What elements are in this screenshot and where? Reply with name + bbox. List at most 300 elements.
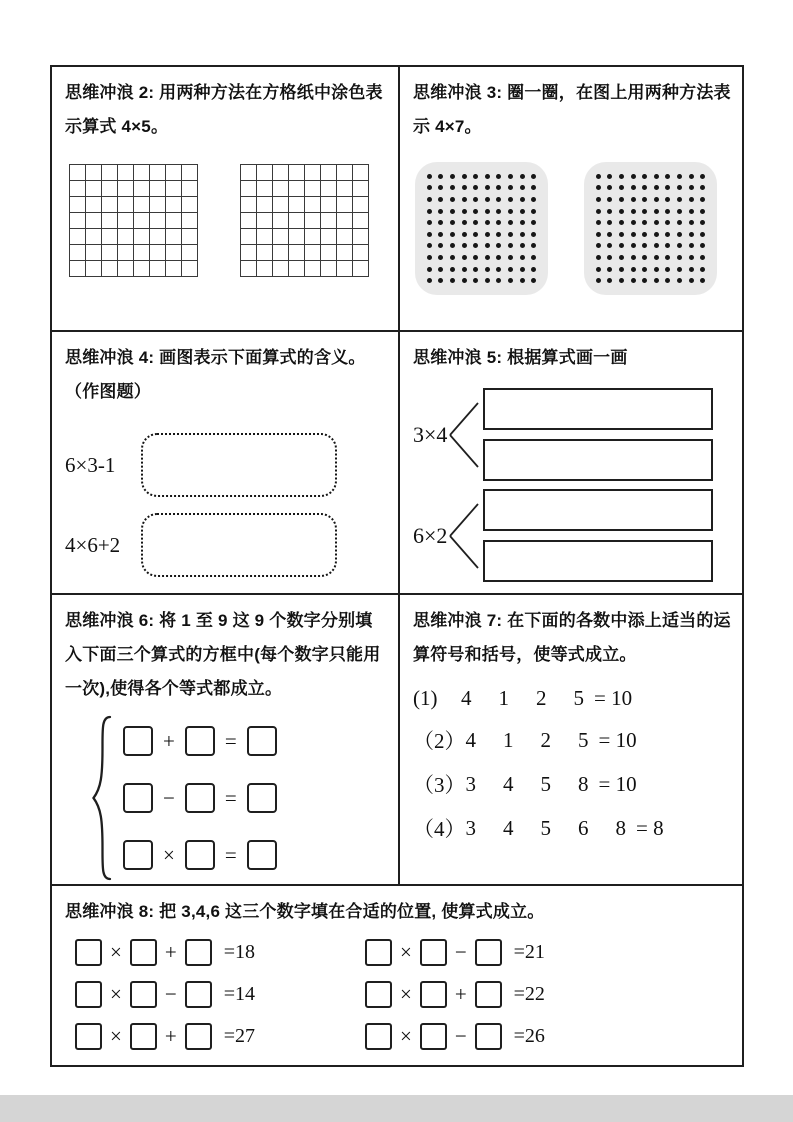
dot bbox=[654, 220, 659, 225]
dot bbox=[473, 278, 478, 283]
digit-sequence bbox=[466, 816, 627, 841]
dot bbox=[665, 243, 670, 248]
dot bbox=[520, 185, 525, 190]
answer-box[interactable] bbox=[130, 1023, 157, 1050]
grid-cell[interactable] bbox=[257, 165, 273, 181]
answer-box[interactable] bbox=[185, 840, 215, 870]
answer-box[interactable] bbox=[130, 981, 157, 1008]
grid-cell[interactable] bbox=[150, 261, 166, 277]
grid-cell[interactable] bbox=[273, 165, 289, 181]
dot bbox=[631, 243, 636, 248]
grid-cell[interactable] bbox=[134, 229, 150, 245]
dot bbox=[642, 243, 647, 248]
dot bbox=[619, 278, 624, 283]
answer-box[interactable] bbox=[365, 939, 392, 966]
dot bbox=[607, 278, 612, 283]
grid-cell[interactable] bbox=[321, 213, 337, 229]
row-label: (1) bbox=[413, 686, 438, 710]
answer-box[interactable] bbox=[475, 939, 502, 966]
drawing-rect[interactable] bbox=[483, 388, 713, 430]
grid-cell[interactable] bbox=[182, 213, 198, 229]
grid-cell[interactable] bbox=[353, 245, 369, 261]
grid-cell[interactable] bbox=[273, 181, 289, 197]
grid-cell[interactable] bbox=[321, 197, 337, 213]
dot bbox=[508, 278, 513, 283]
grid-cell[interactable] bbox=[70, 181, 86, 197]
grid-cell[interactable] bbox=[182, 245, 198, 261]
dot bbox=[689, 232, 694, 237]
dot bbox=[508, 209, 513, 214]
grid-cell[interactable] bbox=[134, 245, 150, 261]
q3-title: 思维冲浪 3: 圈一圈，在图上用两种方法表示 4×7。 bbox=[413, 83, 731, 136]
digit: 4 bbox=[503, 815, 514, 840]
answer-box[interactable] bbox=[123, 783, 153, 813]
dot bbox=[689, 197, 694, 202]
dot bbox=[654, 174, 659, 179]
grid-cell[interactable] bbox=[118, 213, 134, 229]
grid-cell[interactable] bbox=[289, 197, 305, 213]
grid-cell[interactable] bbox=[337, 261, 353, 277]
grid-cell[interactable] bbox=[102, 229, 118, 245]
operator: × bbox=[399, 940, 412, 964]
grid-cell[interactable] bbox=[102, 245, 118, 261]
grid-cell[interactable] bbox=[86, 229, 102, 245]
answer-box[interactable] bbox=[75, 939, 102, 966]
grid-cell[interactable] bbox=[353, 261, 369, 277]
grid-cell[interactable] bbox=[166, 197, 182, 213]
dot bbox=[654, 278, 659, 283]
dot bbox=[462, 220, 467, 225]
grid-cell[interactable] bbox=[289, 181, 305, 197]
cell-q7 bbox=[400, 595, 744, 886]
dot bbox=[677, 267, 682, 272]
grid-cell[interactable] bbox=[241, 197, 257, 213]
dot bbox=[654, 232, 659, 237]
grid-cell[interactable] bbox=[118, 245, 134, 261]
grid-cell[interactable] bbox=[166, 165, 182, 181]
answer-box[interactable] bbox=[75, 1023, 102, 1050]
drawing-area-box[interactable] bbox=[141, 513, 337, 577]
dot bbox=[677, 174, 682, 179]
dot bbox=[531, 220, 536, 225]
grid-cell[interactable] bbox=[257, 181, 273, 197]
dot bbox=[631, 209, 636, 214]
dot bbox=[665, 197, 670, 202]
dot bbox=[520, 174, 525, 179]
dot bbox=[485, 278, 490, 283]
grid-cell[interactable] bbox=[102, 197, 118, 213]
dot-array-board[interactable] bbox=[415, 162, 548, 295]
digit: 8 bbox=[578, 771, 589, 796]
dot bbox=[450, 185, 455, 190]
grid-cell[interactable] bbox=[102, 213, 118, 229]
q4-item-row bbox=[65, 513, 385, 577]
dot bbox=[689, 209, 694, 214]
dot bbox=[450, 220, 455, 225]
dot bbox=[596, 267, 601, 272]
q4-title: 思维冲浪 4: 画图表示下面算式的含义。（作图题） bbox=[65, 348, 366, 401]
dot bbox=[427, 209, 432, 214]
digit: 1 bbox=[498, 686, 509, 710]
dot bbox=[631, 174, 636, 179]
answer-box[interactable] bbox=[420, 981, 447, 1008]
operator: + bbox=[164, 940, 177, 964]
grid-cell[interactable] bbox=[305, 229, 321, 245]
dot bbox=[607, 243, 612, 248]
dot bbox=[438, 209, 443, 214]
grid-cell[interactable] bbox=[134, 197, 150, 213]
dot bbox=[596, 197, 601, 202]
dot bbox=[485, 197, 490, 202]
connector-lines bbox=[449, 490, 479, 582]
grid-cell[interactable] bbox=[86, 197, 102, 213]
grid-cell[interactable] bbox=[134, 261, 150, 277]
equals-sign: = bbox=[224, 728, 237, 753]
equals-sign: = bbox=[224, 842, 237, 867]
dot bbox=[520, 197, 525, 202]
digit: 5 bbox=[578, 727, 589, 752]
digit: 1 bbox=[503, 727, 514, 752]
answer-box[interactable] bbox=[185, 1023, 212, 1050]
grid-cell[interactable] bbox=[150, 197, 166, 213]
dot bbox=[450, 174, 455, 179]
dot bbox=[438, 255, 443, 260]
q2-title: 思维冲浪 2: 用两种方法在方格纸中涂色表示算式 4×5。 bbox=[65, 83, 383, 136]
digit: 4 bbox=[503, 771, 514, 796]
grid-cell[interactable] bbox=[337, 213, 353, 229]
dot bbox=[427, 185, 432, 190]
dot bbox=[642, 267, 647, 272]
grid-cell[interactable] bbox=[102, 181, 118, 197]
drawing-area-box[interactable] bbox=[141, 433, 337, 497]
grid-cell[interactable] bbox=[134, 181, 150, 197]
dot bbox=[619, 209, 624, 214]
answer-box[interactable] bbox=[123, 726, 153, 756]
dot bbox=[485, 243, 490, 248]
answer-box[interactable] bbox=[247, 726, 277, 756]
dot bbox=[596, 232, 601, 237]
dot bbox=[450, 267, 455, 272]
dot bbox=[531, 243, 536, 248]
dot bbox=[619, 267, 624, 272]
dot bbox=[485, 185, 490, 190]
grid-cell[interactable] bbox=[102, 165, 118, 181]
q5-group bbox=[413, 388, 731, 481]
row-label: （2） bbox=[413, 729, 466, 753]
dot bbox=[520, 267, 525, 272]
dot bbox=[631, 267, 636, 272]
drawing-rect[interactable] bbox=[483, 489, 713, 531]
cell-q5 bbox=[400, 332, 744, 595]
grid-cell[interactable] bbox=[241, 165, 257, 181]
grid-cell[interactable] bbox=[273, 261, 289, 277]
digit: 5 bbox=[540, 815, 551, 840]
dot bbox=[700, 255, 705, 260]
grid-cell[interactable] bbox=[241, 181, 257, 197]
grid-cell[interactable] bbox=[305, 181, 321, 197]
grid-cell[interactable] bbox=[150, 181, 166, 197]
dot bbox=[462, 267, 467, 272]
dot bbox=[520, 232, 525, 237]
answer-box[interactable] bbox=[247, 840, 277, 870]
grid-cell[interactable] bbox=[118, 181, 134, 197]
grid-cell[interactable] bbox=[289, 213, 305, 229]
dot bbox=[619, 220, 624, 225]
grid-cell[interactable] bbox=[182, 165, 198, 181]
dot bbox=[596, 174, 601, 179]
digit-sequence bbox=[466, 728, 589, 753]
q7-rows bbox=[413, 686, 731, 843]
grid-cell[interactable] bbox=[166, 213, 182, 229]
grid-cell[interactable] bbox=[182, 181, 198, 197]
grid-cell[interactable] bbox=[241, 213, 257, 229]
dot bbox=[496, 243, 501, 248]
grid-cell[interactable] bbox=[353, 165, 369, 181]
dot bbox=[508, 185, 513, 190]
grid-cell[interactable] bbox=[102, 261, 118, 277]
equation-result: =14 bbox=[223, 983, 255, 1005]
grid-cell[interactable] bbox=[273, 213, 289, 229]
grid-cell[interactable] bbox=[305, 261, 321, 277]
expression-label: 6×3-1 bbox=[65, 452, 116, 477]
grid-cell[interactable] bbox=[118, 261, 134, 277]
dot bbox=[654, 185, 659, 190]
dot bbox=[607, 197, 612, 202]
dot bbox=[607, 220, 612, 225]
operator: − bbox=[163, 785, 175, 810]
dot bbox=[700, 220, 705, 225]
grid-cell[interactable] bbox=[118, 229, 134, 245]
digit: 2 bbox=[536, 686, 547, 710]
q7-equation-row bbox=[413, 686, 731, 711]
grid-cell[interactable] bbox=[321, 229, 337, 245]
dot bbox=[654, 197, 659, 202]
dot bbox=[631, 220, 636, 225]
q5-title: 思维冲浪 5: 根据算式画一画 bbox=[413, 348, 628, 367]
answer-box[interactable] bbox=[185, 783, 215, 813]
dot bbox=[700, 209, 705, 214]
grid-cell[interactable] bbox=[289, 229, 305, 245]
dot bbox=[531, 232, 536, 237]
operator: − bbox=[164, 982, 177, 1006]
grid-cell[interactable] bbox=[337, 245, 353, 261]
dot bbox=[496, 267, 501, 272]
grid-cell[interactable] bbox=[321, 245, 337, 261]
dot bbox=[438, 278, 443, 283]
dot bbox=[427, 232, 432, 237]
dot bbox=[531, 185, 536, 190]
answer-box[interactable] bbox=[130, 939, 157, 966]
grid-cell[interactable] bbox=[289, 261, 305, 277]
q7-equation-row bbox=[413, 725, 731, 755]
grid-cell[interactable] bbox=[305, 245, 321, 261]
grid-cell[interactable] bbox=[257, 261, 273, 277]
grid-cell[interactable] bbox=[337, 197, 353, 213]
grid-cell[interactable] bbox=[70, 229, 86, 245]
grid-cell[interactable] bbox=[241, 229, 257, 245]
grid-cell[interactable] bbox=[337, 229, 353, 245]
grid-cell[interactable] bbox=[305, 197, 321, 213]
dot bbox=[677, 197, 682, 202]
answer-box[interactable] bbox=[420, 939, 447, 966]
row-label: （4） bbox=[413, 817, 466, 841]
answer-box[interactable] bbox=[365, 981, 392, 1008]
dot bbox=[520, 243, 525, 248]
dot bbox=[462, 209, 467, 214]
expression-label: 4×6+2 bbox=[65, 532, 121, 557]
grid-cell[interactable] bbox=[86, 181, 102, 197]
grid-cell[interactable] bbox=[134, 165, 150, 181]
grid-cell[interactable] bbox=[70, 213, 86, 229]
dot bbox=[462, 232, 467, 237]
grid-cell[interactable] bbox=[305, 165, 321, 181]
grid-cell[interactable] bbox=[353, 213, 369, 229]
answer-box[interactable] bbox=[185, 726, 215, 756]
grid-cell[interactable] bbox=[305, 213, 321, 229]
dot bbox=[677, 255, 682, 260]
dot bbox=[700, 232, 705, 237]
grid-cell[interactable] bbox=[257, 213, 273, 229]
answer-box[interactable] bbox=[247, 783, 277, 813]
dot bbox=[631, 185, 636, 190]
equals-sign: = bbox=[224, 785, 237, 810]
answer-box[interactable] bbox=[185, 939, 212, 966]
grid-cell[interactable] bbox=[241, 261, 257, 277]
answer-box[interactable] bbox=[475, 981, 502, 1008]
grid-cell[interactable] bbox=[273, 229, 289, 245]
dot bbox=[596, 185, 601, 190]
digit: 6 bbox=[578, 815, 589, 840]
grid-cell[interactable] bbox=[321, 181, 337, 197]
grid-cell[interactable] bbox=[86, 165, 102, 181]
dot bbox=[520, 278, 525, 283]
dot bbox=[496, 278, 501, 283]
grid-cell[interactable] bbox=[273, 197, 289, 213]
operator: + bbox=[454, 982, 467, 1006]
answer-box[interactable] bbox=[75, 981, 102, 1008]
dot bbox=[642, 255, 647, 260]
grid-cell[interactable] bbox=[257, 245, 273, 261]
q8-right-column bbox=[365, 939, 545, 1050]
grid-cell[interactable] bbox=[321, 165, 337, 181]
q8-equation bbox=[75, 1023, 255, 1050]
grid-cell[interactable] bbox=[182, 197, 198, 213]
dot-array-board[interactable] bbox=[584, 162, 717, 295]
dot bbox=[689, 185, 694, 190]
grid-cell[interactable] bbox=[182, 261, 198, 277]
grid-cell[interactable] bbox=[86, 245, 102, 261]
dot bbox=[665, 209, 670, 214]
dot bbox=[631, 255, 636, 260]
answer-box[interactable] bbox=[185, 981, 212, 1008]
grid-cell[interactable] bbox=[353, 229, 369, 245]
dot bbox=[700, 278, 705, 283]
grid-cell[interactable] bbox=[257, 229, 273, 245]
answer-box[interactable] bbox=[365, 1023, 392, 1050]
grid-cell[interactable] bbox=[70, 165, 86, 181]
grid-cell[interactable] bbox=[118, 197, 134, 213]
dot bbox=[450, 243, 455, 248]
grid-cell[interactable] bbox=[273, 245, 289, 261]
grid-cell[interactable] bbox=[166, 229, 182, 245]
grid-cell[interactable] bbox=[150, 165, 166, 181]
grid-cell[interactable] bbox=[118, 165, 134, 181]
digit: 5 bbox=[540, 771, 551, 796]
digit: 8 bbox=[615, 815, 626, 840]
grid-cell[interactable] bbox=[337, 165, 353, 181]
dot bbox=[450, 232, 455, 237]
dot bbox=[642, 209, 647, 214]
dot bbox=[485, 232, 490, 237]
dot bbox=[485, 267, 490, 272]
grid-cell[interactable] bbox=[257, 197, 273, 213]
drawing-rect[interactable] bbox=[483, 439, 713, 481]
dot bbox=[677, 232, 682, 237]
answer-box[interactable] bbox=[475, 1023, 502, 1050]
grid-cell[interactable] bbox=[134, 213, 150, 229]
cell-q4 bbox=[52, 332, 400, 595]
dot bbox=[607, 255, 612, 260]
dot bbox=[654, 255, 659, 260]
dot bbox=[427, 197, 432, 202]
dot bbox=[450, 209, 455, 214]
dot bbox=[462, 255, 467, 260]
page-bottom-band bbox=[0, 1095, 793, 1122]
coloring-grid[interactable] bbox=[69, 164, 198, 277]
grid-cell[interactable] bbox=[86, 213, 102, 229]
grid-cell[interactable] bbox=[70, 245, 86, 261]
grid-cell[interactable] bbox=[150, 213, 166, 229]
dot bbox=[642, 232, 647, 237]
dot bbox=[520, 255, 525, 260]
grid-cell[interactable] bbox=[150, 229, 166, 245]
grid-cell[interactable] bbox=[166, 261, 182, 277]
grid-cell[interactable] bbox=[337, 181, 353, 197]
grid-cell[interactable] bbox=[289, 165, 305, 181]
q5-group bbox=[413, 489, 731, 582]
drawing-rect[interactable] bbox=[483, 540, 713, 582]
grid-cell[interactable] bbox=[182, 229, 198, 245]
grid-cell[interactable] bbox=[289, 245, 305, 261]
digit: 4 bbox=[461, 686, 472, 710]
dot bbox=[473, 209, 478, 214]
dot bbox=[665, 278, 670, 283]
grid-cell[interactable] bbox=[241, 245, 257, 261]
answer-box[interactable] bbox=[123, 840, 153, 870]
coloring-grid[interactable] bbox=[240, 164, 369, 277]
grid-cell[interactable] bbox=[353, 197, 369, 213]
dot bbox=[496, 220, 501, 225]
dot bbox=[689, 267, 694, 272]
curly-brace bbox=[89, 714, 113, 882]
grid-cell[interactable] bbox=[166, 181, 182, 197]
grid-cell[interactable] bbox=[321, 261, 337, 277]
dot bbox=[531, 255, 536, 260]
dot bbox=[496, 232, 501, 237]
grid-cell[interactable] bbox=[70, 197, 86, 213]
grid-cell[interactable] bbox=[150, 245, 166, 261]
grid-cell[interactable] bbox=[166, 245, 182, 261]
answer-box[interactable] bbox=[420, 1023, 447, 1050]
dot bbox=[462, 278, 467, 283]
grid-cell[interactable] bbox=[70, 261, 86, 277]
dot bbox=[631, 232, 636, 237]
grid-cell[interactable] bbox=[86, 261, 102, 277]
grid-cell[interactable] bbox=[353, 181, 369, 197]
dot bbox=[496, 255, 501, 260]
dot bbox=[473, 243, 478, 248]
operator: − bbox=[454, 940, 467, 964]
